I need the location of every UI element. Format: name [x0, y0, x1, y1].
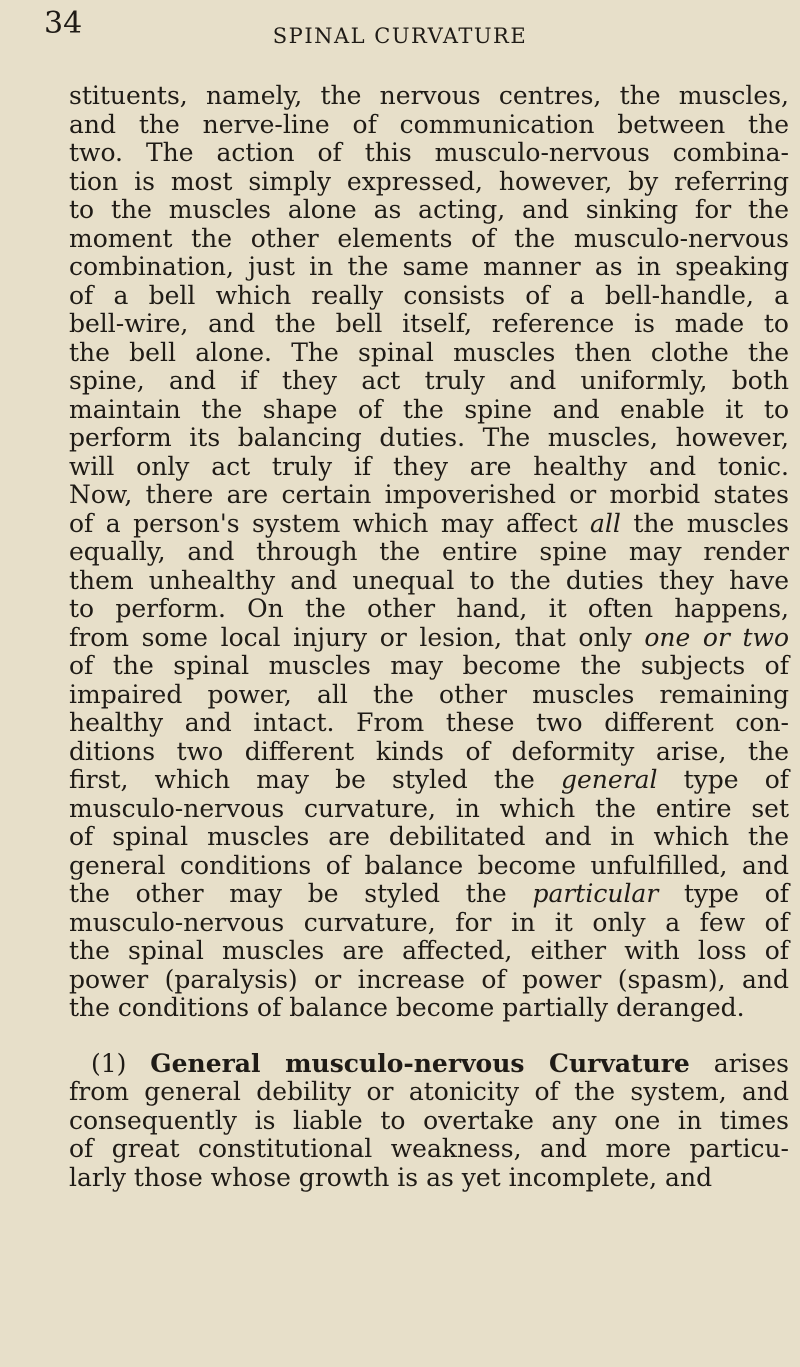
emphasis-text: general [560, 765, 658, 794]
paragraph-1 [69, 82, 789, 1023]
text-line: musculo-nervous curvature, for in it only a few of [69, 907, 789, 937]
text-line: two. The action of this musculo-nervous combina- [69, 138, 789, 167]
text-line: of spinal muscles are debilitated and in which the [69, 822, 789, 851]
text-line: the conditions of balance become partially deranged. [69, 993, 745, 1022]
text-line: and the nerve-line of communication between the [69, 109, 789, 139]
text-line: the spinal muscles are affected, either with loss of [69, 936, 789, 965]
text-line: impaired power, all the other muscles remaining [69, 679, 789, 709]
text-line: the bell alone. The spinal muscles then clothe the [69, 337, 789, 367]
text-line: general conditions of balance become unfulfilled, and [69, 850, 789, 880]
text-line: of a bell which really consists of a bell-handle, a [69, 280, 789, 310]
text-line [69, 624, 789, 653]
text-line: of the spinal muscles may become the subjects of [69, 651, 789, 680]
text-line: combination, just in the same manner as in speaking [69, 252, 789, 281]
section-number: (1) [91, 1048, 127, 1078]
text-line: of great constitutional weakness, and more particu- [69, 1134, 789, 1163]
text-line: ditions two different kinds of deformity arise, the [69, 736, 789, 766]
text-line: consequently is liable to overtake any one in times [69, 1105, 789, 1135]
section-heading: General musculo-nervous Curvature [150, 1048, 690, 1078]
text-line: to the muscles alone as acting, and sinking for the [69, 195, 789, 224]
text-line: to perform. On the other hand, it often happens, [69, 594, 789, 623]
emphasis-text: particular [532, 879, 659, 908]
emphasis-text: one or two [644, 622, 790, 652]
line-text: first, which may be styled the [69, 765, 561, 794]
text-line: equally, and through the entire spine may render [69, 537, 789, 566]
text-line [69, 510, 789, 539]
text-line: from general debility or atonicity of the system, and [69, 1077, 789, 1106]
text-line: moment the other elements of the musculo-nervous [69, 223, 789, 253]
text-line: Now, there are certain impoverished or morbid states [69, 480, 789, 509]
text-line [69, 880, 789, 909]
text-line: power (paralysis) or increase of power (spasm), and [69, 964, 789, 994]
text-line: tion is most simply expressed, however, by referring [69, 166, 789, 196]
emphasis-text: all [589, 508, 621, 538]
text-line: maintain the shape of the spine and enable it to [69, 394, 789, 424]
text-line [69, 766, 789, 795]
text-line: spine, and if they act truly and uniformly, both [69, 366, 789, 395]
line-text: of a person's system which may affect [69, 508, 590, 538]
text-line: will only act truly if they are healthy and tonic. [69, 451, 789, 481]
text-line: musculo-nervous curvature, in which the entire set [69, 793, 789, 823]
text-line: healthy and intact. From these two different con- [69, 708, 789, 737]
line-text: the other may be styled the [69, 879, 533, 908]
line-text: type of [657, 765, 790, 794]
running-title: SPINAL CURVATURE [272, 24, 528, 48]
text-line: larly those whose growth is as yet incomplete, and [69, 1162, 713, 1192]
body-text [69, 82, 789, 1192]
page-number: 34 [44, 6, 83, 41]
line-text: type of [658, 879, 789, 908]
text-line: stituents, namely, the nervous centres, the muscles, [69, 81, 789, 110]
text-line [69, 1050, 789, 1079]
text-line: them unhealthy and unequal to the duties they have [69, 565, 789, 595]
text-line: bell-wire, and the bell itself, reference is made to [69, 309, 789, 338]
line-text: from some local injury or lesion, that only [69, 622, 645, 652]
paragraph-2 [69, 1050, 789, 1193]
line-text: the muscles [620, 508, 789, 538]
heading-line-rest: arises [713, 1048, 789, 1078]
text-line: perform its balancing duties. The muscles, however, [69, 423, 789, 452]
